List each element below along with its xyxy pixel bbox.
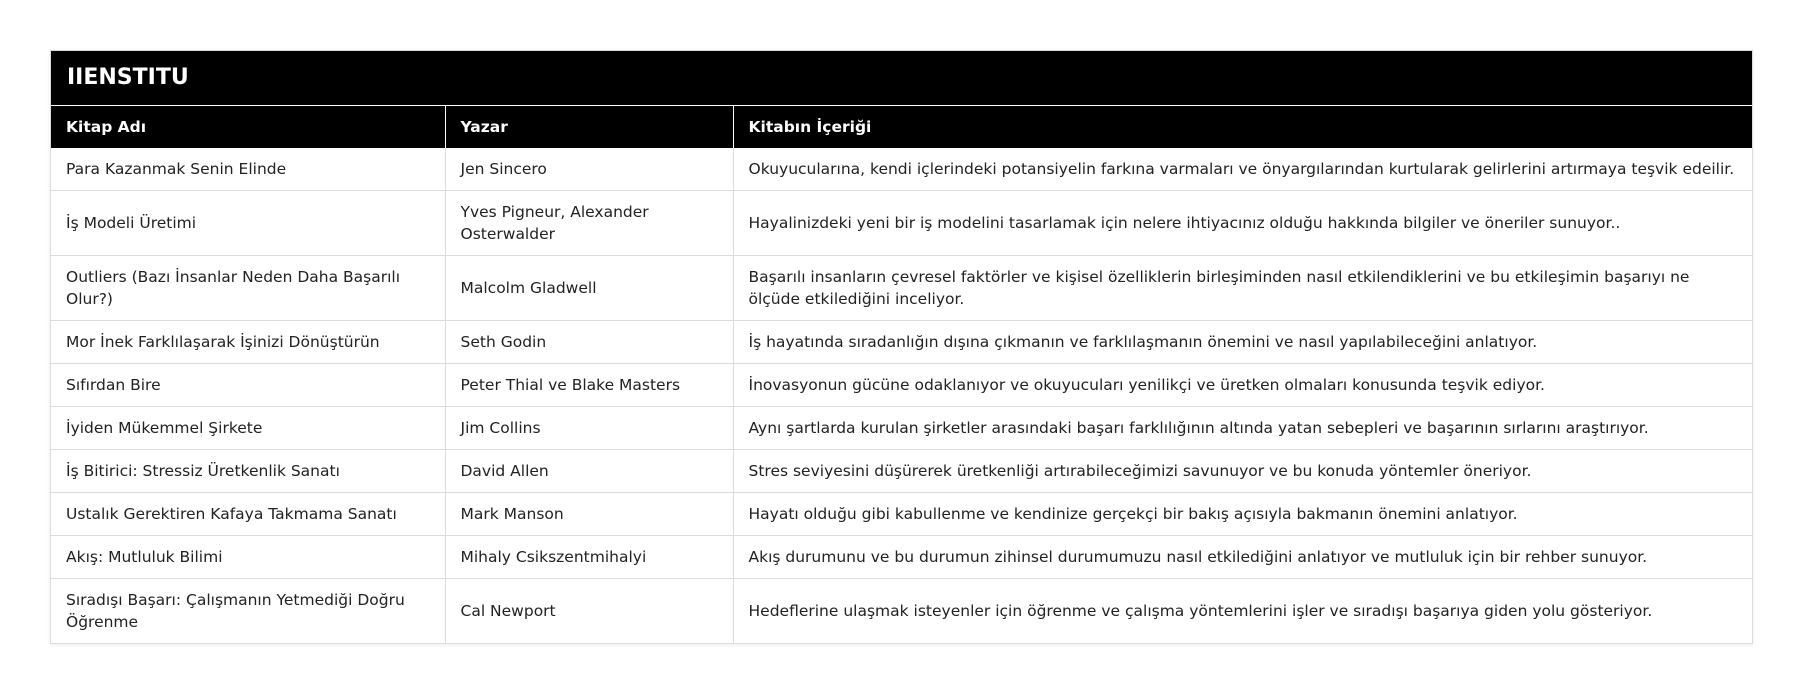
cell-author: David Allen	[445, 450, 733, 493]
cell-book: Akış: Mutluluk Bilimi	[51, 536, 445, 579]
cell-content: Stres seviyesini düşürerek üretkenliği artırabileceğimizi savunuyor ve bu konuda yöntemler öneriyor.	[733, 450, 1752, 493]
column-header-content: Kitabın İçeriği	[733, 106, 1752, 148]
cell-book: Outliers (Bazı İnsanlar Neden Daha Başarılı Olur?)	[51, 256, 445, 321]
cell-content: Hedeflerine ulaşmak isteyenler için öğrenme ve çalışma yöntemlerini işler ve sıradışı başarıya giden yolu gösteriyor.	[748, 602, 1653, 620]
cell-author: Jim Collins	[445, 407, 733, 450]
table-row	[51, 148, 1752, 191]
table-row	[51, 493, 1752, 536]
cell-book: Para Kazanmak Senin Elinde	[51, 148, 445, 191]
column-header-book: Kitap Adı	[51, 106, 445, 148]
table-row	[51, 579, 1752, 644]
cell-book: Ustalık Gerektiren Kafaya Takmama Sanatı	[51, 493, 445, 536]
table-row	[51, 407, 1752, 450]
books-table	[51, 106, 1752, 643]
table-title: IIENSTITU	[51, 51, 1752, 106]
column-header-author: Yazar	[445, 106, 733, 148]
table-row	[51, 321, 1752, 364]
cell-content: İş hayatında sıradanlığın dışına çıkmanın ve farklılaşmanın önemini ve nasıl yapılabileceğini anlatıyor.	[733, 321, 1752, 364]
cell-content: Hayalinizdeki yeni bir iş modelini tasarlamak için nelere ihtiyacınız olduğu hakkında bilgiler ve öneriler sunuyor..	[733, 191, 1752, 256]
cell-book: İş Bitirici: Stressiz Üretkenlik Sanatı	[51, 450, 445, 493]
cell-book: Sıradışı Başarı: Çalışmanın Yetmediği Doğru Öğrenme	[51, 579, 445, 644]
cell-content: Okuyucularına, kendi içlerindeki potansiyelin farkına varmaları ve önyargılarından kurtularak gelirlerini artırmaya teşvik edeilir.	[733, 148, 1752, 191]
cell-book: Mor İnek Farklılaşarak İşinizi Dönüştürün	[51, 321, 445, 364]
cell-book: İyiden Mükemmel Şirkete	[51, 407, 445, 450]
cell-content: Hayatı olduğu gibi kabullenme ve kendinize gerçekçi bir bakış açısıyla bakmanın önemini anlatıyor.	[733, 493, 1752, 536]
cell-author: Mihaly Csikszentmihalyi	[445, 536, 733, 579]
cell-author: Mark Manson	[445, 493, 733, 536]
table-row	[51, 256, 1752, 321]
cell-author: Jen Sincero	[445, 148, 733, 191]
books-table-container	[50, 50, 1753, 644]
cell-author: Yves Pigneur, Alexander Osterwalder	[445, 191, 733, 256]
cell-content: Akış durumunu ve bu durumun zihinsel durumumuzu nasıl etkilediğini anlatıyor ve mutluluk için bir rehber sunuyor.	[733, 536, 1752, 579]
cell-book: İş Modeli Üretimi	[51, 191, 445, 256]
cell-content: Başarılı insanların çevresel faktörler ve kişisel özelliklerin birleşiminden nasıl etkilendiklerini ve bu etkileşimin başarıyı ne ölçüde etkilediğini inceliyor.	[733, 256, 1752, 321]
cell-author: Seth Godin	[445, 321, 733, 364]
table-row	[51, 191, 1752, 256]
cell-content: İnovasyonun gücüne odaklanıyor ve okuyucuları yenilikçi ve üretken olmaları konusunda teşvik ediyor.	[733, 364, 1752, 407]
table-row	[51, 364, 1752, 407]
cell-author: Malcolm Gladwell	[445, 256, 733, 321]
table-header-row	[51, 106, 1752, 148]
cell-book: Sıfırdan Bire	[51, 364, 445, 407]
cell-content: Aynı şartlarda kurulan şirketler arasındaki başarı farklılığının altında yatan sebepleri ve başarının sırlarını araştırıyor.	[733, 407, 1752, 450]
table-row	[51, 450, 1752, 493]
cell-author: Cal Newport	[445, 579, 733, 644]
table-row	[51, 536, 1752, 579]
cell-author: Peter Thial ve Blake Masters	[445, 364, 733, 407]
